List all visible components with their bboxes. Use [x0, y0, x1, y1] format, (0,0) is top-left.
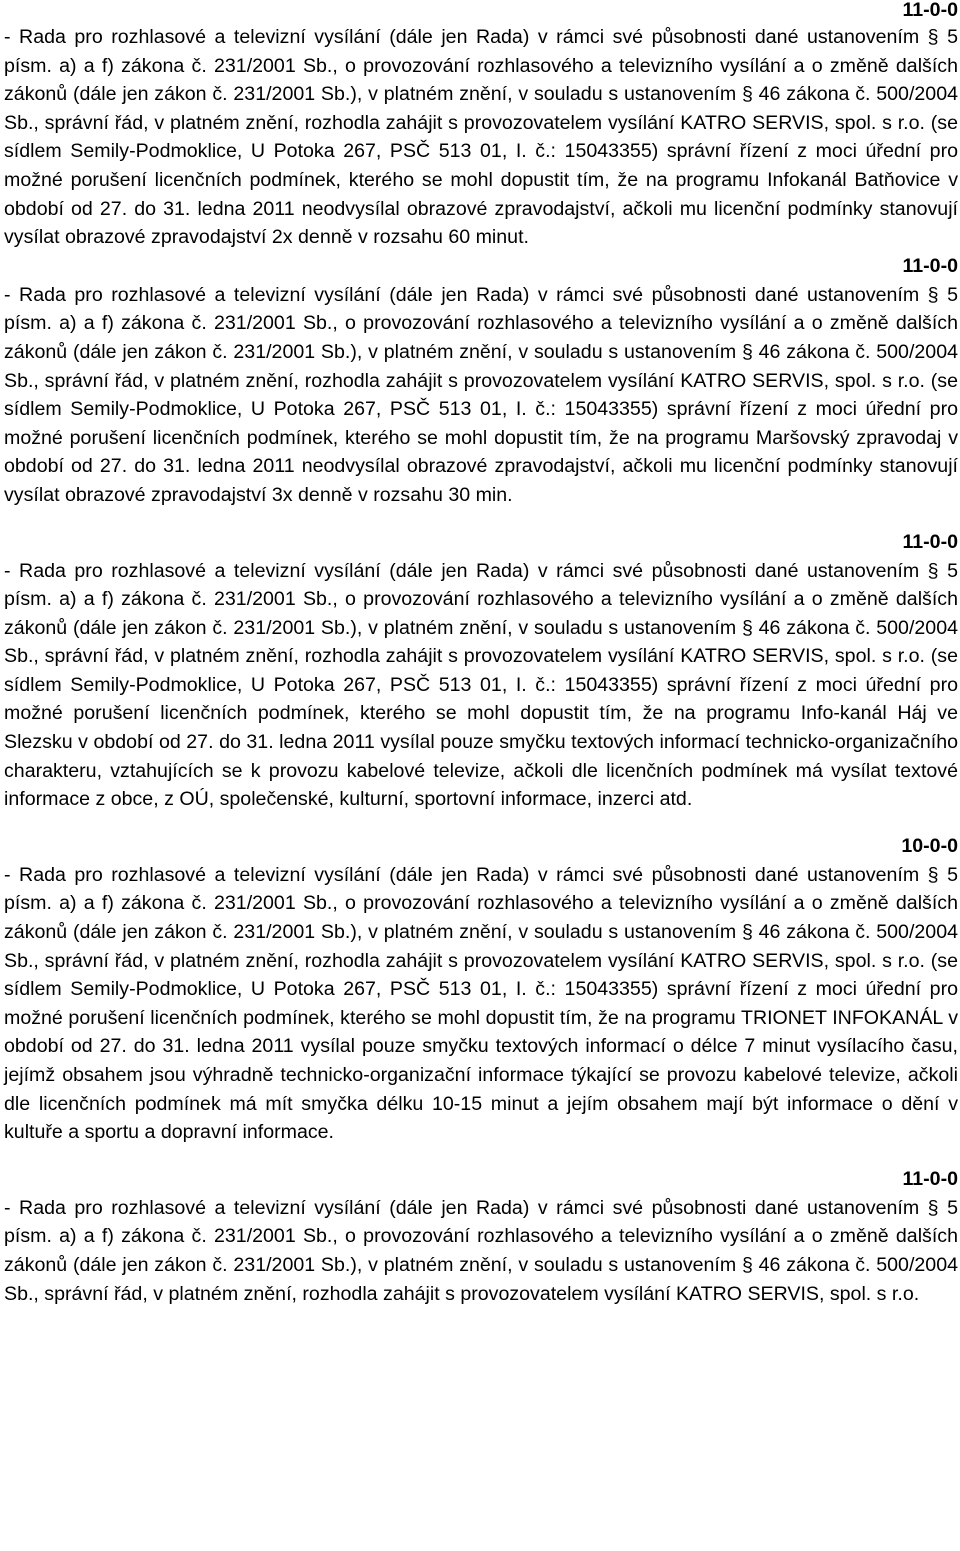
vote-result: 10-0-0 — [901, 834, 958, 857]
paragraph-gap — [4, 814, 958, 832]
resolution-paragraph: - Rada pro rozhlasové a televizní vysílání (dále jen Rada) v rámci své působnosti dané ustanovením § 5 písm. a) a f) zákona č. 231/2001 Sb., o provozování rozhlasového a televizního vysílání a o změně dalších zákonů (dále jen zákon č. 231/2001 Sb.), v platném znění, v souladu s ustanovením § 46 zákona č. 500/2004 Sb., správní řád, v platném znění, rozhodla zahájit s provozovatelem vysílání KATRO SERVIS, spol. s r.o. (se sídlem Semily-Podmoklice, U Potoka 267, PSČ 513 01, I. č.: 15043355) správní řízení z moci úřední pro možné porušení licenčních podmínek, kterého se mohl dopustit tím, že na programu TRIONET INFOKANÁL v období od 27. do 31. ledna 2011 vysílal pouze smyčku textových informací o délce 7 minut vysílacího času, jejímž obsahem jsou výhradně technicko-organizační informace týkající se provozu kabelové televize, ačkoli dle licenčních podmínek má mít smyčka délku 10-15 minut a jejím obsahem mají být informace o dění v kultuře a sportu a dopravní informace. — [4, 863, 958, 1144]
paragraph-gap — [4, 510, 958, 528]
resolution-paragraph: - Rada pro rozhlasové a televizní vysílání (dále jen Rada) v rámci své působnosti dané ustanovením § 5 písm. a) a f) zákona č. 231/2001 Sb., o provozování rozhlasového a televizního vysílání a o změně dalších zákonů (dále jen zákon č. 231/2001 Sb.), v platném znění, v souladu s ustanovením § 46 zákona č. 500/2004 Sb., správní řád, v platném znění, rozhodla zahájit s provozovatelem vysílání KATRO SERVIS, spol. s r.o. (se sídlem Semily-Podmoklice, U Potoka 267, PSČ 513 01, I. č.: 15043355) správní řízení z moci úřední pro možné porušení licenčních podmínek, kterého se mohl dopustit tím, že na programu Maršovský zpravodaj v období od 27. do 31. ledna 2011 neodvysílal obrazové zpravodajství, ačkoli mu licenční podmínky stanovují vysílat obrazové zpravodajství 3x denně v rozsahu 30 min. — [4, 283, 958, 506]
vote-result: 11-0-0 — [902, 254, 958, 277]
resolution-paragraph: - Rada pro rozhlasové a televizní vysílání (dále jen Rada) v rámci své působnosti dané ustanovením § 5 písm. a) a f) zákona č. 231/2001 Sb., o provozování rozhlasového a televizního vysílání a o změně dalších zákonů (dále jen zákon č. 231/2001 Sb.), v platném znění, v souladu s ustanovením § 46 zákona č. 500/2004 Sb., správní řád, v platném znění, rozhodla zahájit s provozovatelem vysílání KATRO SERVIS, spol. s r.o. — [4, 1196, 958, 1305]
paragraph-gap — [4, 1147, 958, 1165]
vote-result: 11-0-0 — [902, 1167, 958, 1190]
vote-result: 11-0-0 — [902, 0, 958, 21]
resolution-paragraph: - Rada pro rozhlasové a televizní vysílání (dále jen Rada) v rámci své působnosti dané ustanovením § 5 písm. a) a f) zákona č. 231/2001 Sb., o provozování rozhlasového a televizního vysílání a o změně dalších zákonů (dále jen zákon č. 231/2001 Sb.), v platném znění, v souladu s ustanovením § 46 zákona č. 500/2004 Sb., správní řád, v platném znění, rozhodla zahájit s provozovatelem vysílání KATRO SERVIS, spol. s r.o. (se sídlem Semily-Podmoklice, U Potoka 267, PSČ 513 01, I. č.: 15043355) správní řízení z moci úřední pro možné porušení licenčních podmínek, kterého se mohl dopustit tím, že na programu Infokanál Batňovice v období od 27. do 31. ledna 2011 neodvysílal obrazové zpravodajství, ačkoli mu licenční podmínky stanovují vysílat obrazové zpravodajství 2x denně v rozsahu 60 minut. — [4, 26, 958, 249]
resolution-paragraph: - Rada pro rozhlasové a televizní vysílání (dále jen Rada) v rámci své působnosti dané ustanovením § 5 písm. a) a f) zákona č. 231/2001 Sb., o provozování rozhlasového a televizního vysílání a o změně dalších zákonů (dále jen zákon č. 231/2001 Sb.), v platném znění, v souladu s ustanovením § 46 zákona č. 500/2004 Sb., správní řád, v platném znění, rozhodla zahájit s provozovatelem vysílání KATRO SERVIS, spol. s r.o. (se sídlem Semily-Podmoklice, U Potoka 267, PSČ 513 01, I. č.: 15043355) správní řízení z moci úřední pro možné porušení licenčních podmínek, kterého se mohl dopustit tím, že na programu Info-kanál Háj ve Slezsku v období od 27. do 31. ledna 2011 vysílal pouze smyčku textových informací technicko-organizačního charakteru, vztahujících se k provozu kabelové televize, ačkoli dle licenčních podmínek má vysílat textové informace z obce, z OÚ, společenské, kulturní, sportovní informace, inzerci atd. — [4, 559, 958, 811]
vote-result: 11-0-0 — [902, 530, 958, 553]
